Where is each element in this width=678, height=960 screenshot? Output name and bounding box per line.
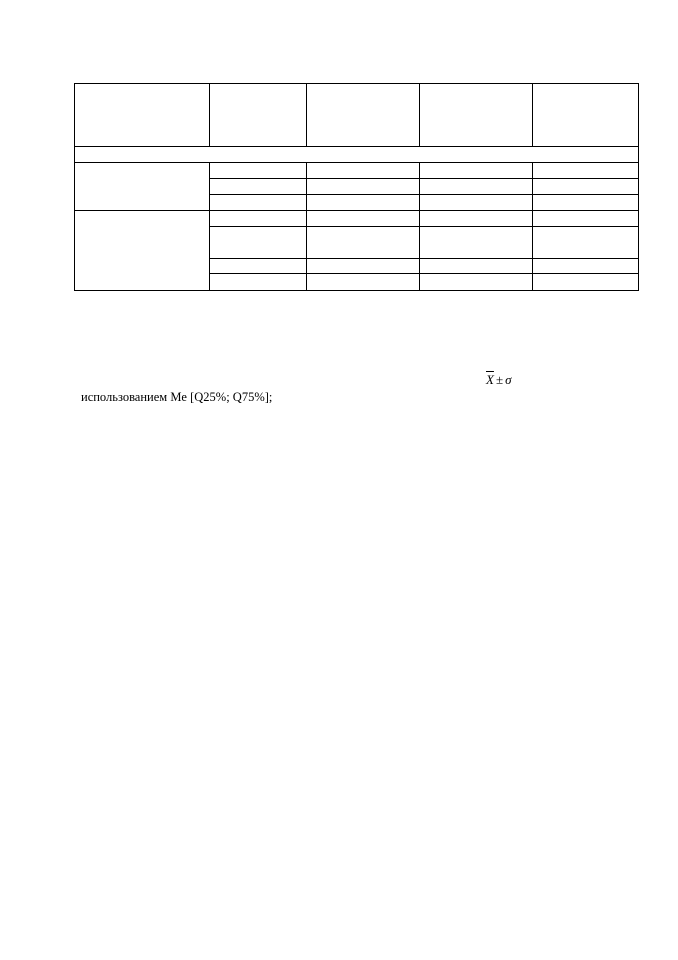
table-cell <box>420 195 533 211</box>
table-cell <box>210 179 307 195</box>
table-cell <box>307 227 420 259</box>
formula-mean-symbol: $\overline{X}$ <box>486 372 494 387</box>
table-cell <box>533 195 639 211</box>
table-cell <box>420 227 533 259</box>
table-header-row <box>75 84 639 147</box>
table-cell <box>307 179 420 195</box>
paragraph-line: использованием Me [Q25%; Q75%]; <box>81 390 273 404</box>
table-row <box>75 211 639 227</box>
table-section-row <box>75 147 639 163</box>
header-cell <box>75 84 210 147</box>
header-cell <box>420 84 533 147</box>
table-cell <box>533 274 639 291</box>
formula-sigma-symbol: σ <box>505 372 512 387</box>
header-cell <box>307 84 420 147</box>
table-cell <box>420 163 533 179</box>
table-cell <box>533 211 639 227</box>
table-cell <box>307 195 420 211</box>
table-cell <box>210 274 307 291</box>
table-cell <box>307 274 420 291</box>
group-label-cell <box>75 211 210 291</box>
table-cell <box>533 163 639 179</box>
table-cell <box>210 259 307 274</box>
table-cell <box>533 259 639 274</box>
header-cell <box>533 84 639 147</box>
table-cell <box>420 179 533 195</box>
formula-plusminus-symbol: ± <box>495 372 504 387</box>
mean-sd-formula <box>486 372 512 388</box>
group-label-cell <box>75 163 210 211</box>
table-cell <box>210 211 307 227</box>
table-cell <box>420 274 533 291</box>
table-cell <box>210 227 307 259</box>
table-cell <box>533 227 639 259</box>
table-cell <box>307 163 420 179</box>
table-cell <box>307 259 420 274</box>
data-table <box>74 83 639 291</box>
header-cell <box>210 84 307 147</box>
table-cell <box>210 195 307 211</box>
table-cell <box>307 211 420 227</box>
table-cell <box>210 163 307 179</box>
table-row <box>75 163 639 179</box>
section-cell <box>75 147 639 163</box>
table-cell <box>420 211 533 227</box>
table-cell <box>533 179 639 195</box>
table-cell <box>420 259 533 274</box>
